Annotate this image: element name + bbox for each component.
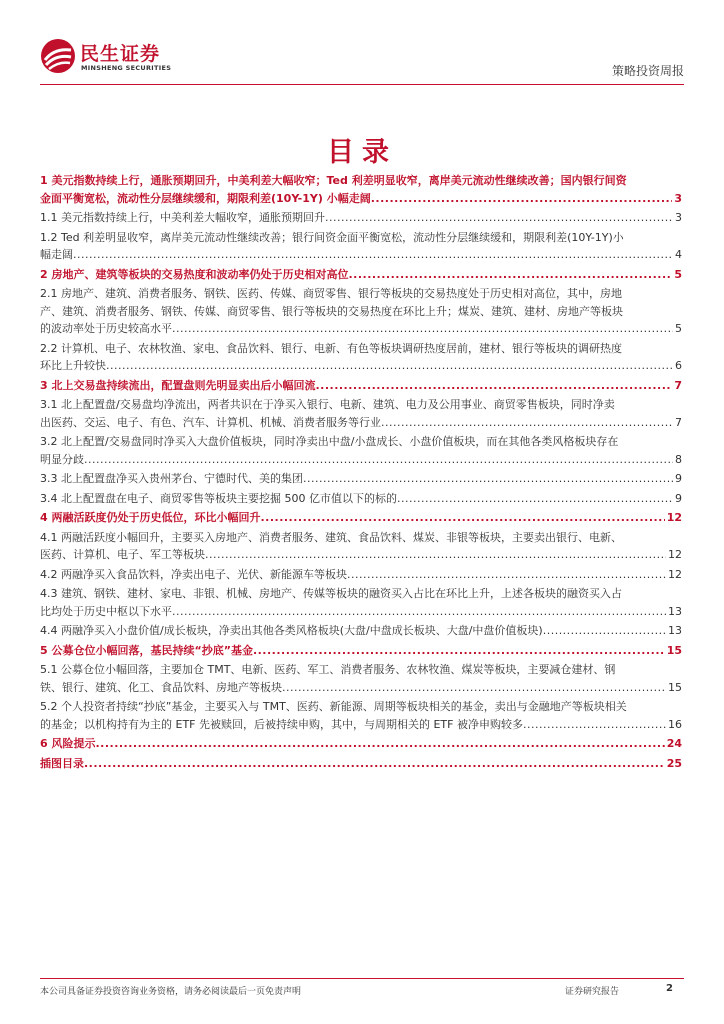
toc-entry-text: 4.1 两融活跃度小幅回升，主要买入房地产、消费者服务、建筑、食品饮料、煤炭、非银等板块，主要卖出银行、电新、 bbox=[40, 530, 622, 544]
toc-page-number: 15 bbox=[666, 643, 682, 657]
toc-entry-text: 1.2 Ted 利差明显收窄，离岸美元流动性继续改善；银行间资金面平衡宽松，流动性分层继续缓和，期限利差(10Y-1Y)小 bbox=[40, 230, 624, 244]
logo-english-name: MINSHENG SECURITIES bbox=[81, 64, 172, 72]
toc-entry[interactable] bbox=[40, 661, 682, 696]
toc-entry-last-line bbox=[40, 603, 682, 621]
toc-entry-last-line bbox=[40, 377, 682, 395]
toc-entry-last-line bbox=[40, 414, 682, 432]
dot-leader bbox=[172, 603, 666, 621]
toc-page-number: 4 bbox=[675, 248, 682, 261]
toc-entry-last-line bbox=[40, 266, 682, 284]
toc-entry-text: 6 风险提示 bbox=[40, 737, 96, 750]
toc-page-number: 25 bbox=[666, 756, 682, 770]
toc-entry-last-line bbox=[40, 566, 682, 584]
page-number: 2 bbox=[666, 983, 673, 994]
dot-leader bbox=[73, 246, 673, 264]
dot-leader bbox=[260, 509, 664, 527]
toc-entry-text: 4.4 两融净买入小盘价值/成长板块，净卖出其他各类风格板块(大盘/中盘成长板块、大盘/中盘价值板块) bbox=[40, 624, 543, 637]
toc-entry-last-line bbox=[40, 451, 682, 469]
toc-entry-text: 3 北上交易盘持续流出，配置盘则先明显卖出后小幅回流 bbox=[40, 378, 316, 392]
toc-entry-last-line bbox=[40, 209, 682, 227]
toc-entry[interactable] bbox=[40, 396, 682, 431]
toc-page-number: 8 bbox=[675, 452, 682, 466]
toc-entry-text: 环比上升较快 bbox=[40, 359, 106, 372]
toc-page-number: 5 bbox=[674, 267, 682, 281]
logo-chinese-name: 民生证券 bbox=[80, 43, 161, 65]
dot-leader bbox=[84, 451, 673, 469]
toc-entry-text: 医药、计算机、电子、军工等板块 bbox=[40, 548, 205, 561]
dot-leader bbox=[172, 320, 673, 338]
toc-entry[interactable] bbox=[40, 490, 682, 508]
toc-entry[interactable] bbox=[40, 377, 682, 395]
table-of-contents bbox=[40, 172, 682, 774]
toc-entry-text: 4.2 两融净买入食品饮料，净卖出电子、光伏、新能源车等板块 bbox=[40, 567, 347, 581]
toc-entry[interactable] bbox=[40, 209, 682, 227]
toc-entry-text: 金面平衡宽松，流动性分层继续缓和，期限利差(10Y-1Y) 小幅走阔 bbox=[40, 191, 371, 205]
minsheng-logo-icon bbox=[40, 38, 76, 74]
toc-entry-last-line bbox=[40, 509, 682, 527]
toc-entry-text: 的基金；以机构持有为主的 ETF 先被赎回，后被持续申购，其中，与周期相关的 ETF 被净申购较多 bbox=[40, 717, 523, 731]
company-logo bbox=[40, 36, 190, 80]
toc-entry-text: 5.2 个人投资者持续“抄底”基金，主要买入与 TMT、医药、新能源、周期等板块相关的基金，卖出与金融地产等板块相关 bbox=[40, 700, 627, 713]
toc-entry-text: 插图目录 bbox=[40, 756, 84, 770]
dot-leader bbox=[543, 622, 666, 640]
toc-entry[interactable] bbox=[40, 285, 682, 338]
toc-entry[interactable] bbox=[40, 509, 682, 527]
toc-page-number: 24 bbox=[666, 737, 682, 750]
toc-page-number: 16 bbox=[668, 717, 682, 731]
toc-entry-text: 1.1 美元指数持续上行，中美利差大幅收窄，通胀预期回升 bbox=[40, 211, 325, 224]
toc-entry-text: 5 公募仓位小幅回落，基民持续“抄底”基金 bbox=[40, 643, 253, 657]
dot-leader bbox=[315, 377, 672, 395]
toc-page-number: 15 bbox=[668, 680, 682, 694]
dot-leader bbox=[397, 490, 673, 508]
toc-entry-text: 3.4 北上配置盘在电子、商贸零售等板块主要挖掘 500 亿市值以下的标的 bbox=[40, 491, 397, 505]
dot-leader bbox=[303, 470, 673, 488]
dot-leader bbox=[371, 190, 673, 208]
dot-leader bbox=[253, 642, 665, 660]
toc-page-number: 7 bbox=[675, 415, 682, 429]
toc-entry-last-line bbox=[40, 735, 682, 753]
toc-page-number: 7 bbox=[674, 378, 682, 392]
toc-entry-text: 4 两融活跃度仍处于历史低位，环比小幅回升 bbox=[40, 511, 261, 524]
dot-leader bbox=[523, 716, 666, 734]
toc-page-number: 12 bbox=[668, 567, 682, 581]
footer-divider bbox=[40, 978, 684, 979]
toc-entry-last-line bbox=[40, 490, 682, 508]
dot-leader bbox=[348, 266, 672, 284]
page-title: 目录 bbox=[327, 137, 397, 168]
toc-entry-text: 产、建筑、消费者服务、钢铁、传媒、商贸零售、银行等板块的交易热度在环比上升；煤炭、建筑、建材、房地产等板块 bbox=[40, 304, 623, 318]
dot-leader bbox=[84, 755, 665, 773]
toc-entry-last-line bbox=[40, 622, 682, 640]
document-type: 策略投资周报 bbox=[611, 64, 684, 78]
toc-page-number: 9 bbox=[675, 472, 682, 485]
toc-page-number: 13 bbox=[668, 604, 682, 618]
toc-entry-text: 1 美元指数持续上行，通胀预期回升，中美利差大幅收窄；Ted 利差明显收窄，离岸美元流动性继续改善；国内银行间资 bbox=[40, 174, 627, 187]
toc-entry-text: 5.1 公募仓位小幅回落，主要加仓 TMT、电新、医药、军工、消费者服务、农林牧渔、煤炭等板块，主要减仓建材、钢 bbox=[40, 663, 616, 676]
toc-entry[interactable] bbox=[40, 566, 682, 584]
toc-entry[interactable] bbox=[40, 470, 682, 488]
toc-entry-last-line bbox=[40, 246, 682, 264]
footer-disclaimer: 本公司具备证券投资咨询业务资格，请务必阅读最后一页免责声明 bbox=[40, 987, 302, 997]
toc-entry-text: 幅走阔 bbox=[40, 248, 73, 261]
toc-entry-text: 铁、银行、建筑、化工、食品饮料、房地产等板块 bbox=[40, 680, 282, 694]
dot-leader bbox=[325, 209, 673, 227]
dot-leader bbox=[347, 566, 666, 584]
toc-page-number: 6 bbox=[675, 359, 682, 372]
dot-leader bbox=[205, 546, 666, 564]
dot-leader bbox=[95, 735, 664, 753]
toc-page-number: 12 bbox=[666, 511, 682, 524]
dot-leader bbox=[381, 414, 673, 432]
toc-page-number: 13 bbox=[668, 624, 682, 637]
page-header bbox=[40, 36, 684, 82]
toc-entry-text: 明显分歧 bbox=[40, 452, 84, 466]
toc-page-number: 3 bbox=[674, 191, 682, 205]
toc-entry[interactable] bbox=[40, 229, 682, 264]
toc-entry-last-line bbox=[40, 190, 682, 208]
toc-page-number: 5 bbox=[675, 322, 682, 335]
toc-page-number: 12 bbox=[668, 548, 682, 561]
header-divider bbox=[40, 84, 684, 85]
toc-page-number: 3 bbox=[675, 211, 682, 224]
toc-entry-last-line bbox=[40, 642, 682, 660]
toc-entry-text: 2.1 房地产、建筑、消费者服务、钢铁、医药、传媒、商贸零售、银行等板块的交易热度处于历史相对高位，其中，房地 bbox=[40, 287, 622, 300]
toc-entry[interactable] bbox=[40, 735, 682, 753]
toc-entry-text: 3.1 北上配置盘/交易盘均净流出，两者共识在于净买入银行、电新、建筑、电力及公用事业、商贸零售板块，同时净卖 bbox=[40, 398, 615, 411]
toc-entry[interactable] bbox=[40, 755, 682, 773]
toc-entry-text: 3.3 北上配置盘净买入贵州茅台、宁德时代、美的集团 bbox=[40, 472, 303, 485]
toc-entry-text: 4.3 建筑、钢铁、建材、家电、非银、机械、房地产、传媒等板块的融资买入占比在环比上升，上述各板块的融资买入占 bbox=[40, 587, 622, 600]
toc-entry[interactable] bbox=[40, 622, 682, 640]
toc-entry[interactable] bbox=[40, 266, 682, 284]
toc-entry[interactable] bbox=[40, 642, 682, 660]
toc-entry[interactable] bbox=[40, 172, 682, 207]
toc-entry[interactable] bbox=[40, 433, 682, 468]
toc-entry-last-line bbox=[40, 357, 682, 375]
toc-entry-last-line bbox=[40, 470, 682, 488]
toc-entry-last-line bbox=[40, 716, 682, 734]
toc-entry[interactable] bbox=[40, 340, 682, 375]
toc-entry-text: 2 房地产、建筑等板块的交易热度和波动率仍处于历史相对高位 bbox=[40, 267, 349, 281]
toc-page-number: 9 bbox=[675, 491, 682, 505]
toc-entry-text: 出医药、交运、电子、有色、汽车、计算机、机械、消费者服务等行业 bbox=[40, 415, 381, 429]
toc-entry[interactable] bbox=[40, 698, 682, 733]
toc-entry-last-line bbox=[40, 320, 682, 338]
toc-entry[interactable] bbox=[40, 585, 682, 620]
toc-entry-text: 比均处于历史中枢以下水平 bbox=[40, 604, 172, 618]
toc-entry-last-line bbox=[40, 755, 682, 773]
dot-leader bbox=[282, 679, 666, 697]
toc-entry-text: 3.2 北上配置/交易盘同时净买入大盘价值板块，同时净卖出中盘/小盘成长、小盘价值板块，而在其他各类风格板块存在 bbox=[40, 435, 619, 448]
dot-leader bbox=[106, 357, 673, 375]
toc-entry-text: 的波动率处于历史较高水平 bbox=[40, 322, 172, 335]
footer-report-type: 证券研究报告 bbox=[565, 987, 620, 997]
toc-entry[interactable] bbox=[40, 529, 682, 564]
toc-entry-last-line bbox=[40, 546, 682, 564]
toc-entry-last-line bbox=[40, 679, 682, 697]
toc-entry-text: 2.2 计算机、电子、农林牧渔、家电、食品饮料、银行、电新、有色等板块调研热度居前，建材、银行等板块的调研热度 bbox=[40, 341, 622, 355]
